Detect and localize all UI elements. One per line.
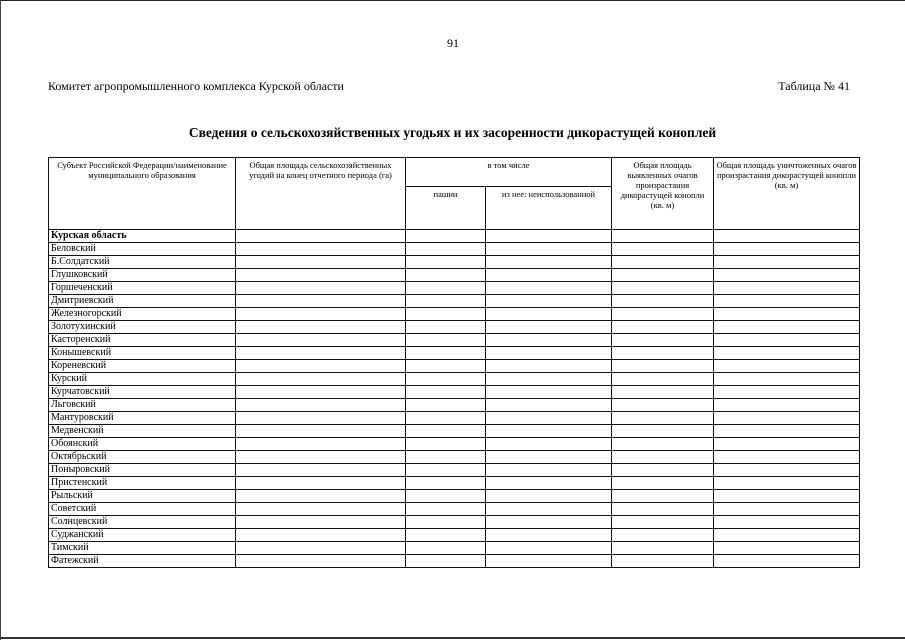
- table-row: [49, 308, 860, 321]
- value-cell: [612, 347, 714, 360]
- value-cell: [714, 360, 860, 373]
- value-cell: [612, 269, 714, 282]
- value-cell: [236, 490, 406, 503]
- value-cell: [612, 386, 714, 399]
- region-name-cell: Обоянский: [49, 438, 236, 451]
- table-row: [49, 360, 860, 373]
- table-row: [49, 282, 860, 295]
- table-row: [49, 269, 860, 282]
- region-name-cell: Мантуровский: [49, 412, 236, 425]
- value-cell: [406, 412, 486, 425]
- value-cell: [406, 555, 486, 568]
- value-cell: [714, 412, 860, 425]
- value-cell: [612, 399, 714, 412]
- table-row: [49, 412, 860, 425]
- value-cell: [486, 542, 612, 555]
- value-cell: [406, 464, 486, 477]
- table-row: [49, 334, 860, 347]
- region-name-cell: Золотухинский: [49, 321, 236, 334]
- value-cell: [236, 464, 406, 477]
- value-cell: [714, 516, 860, 529]
- value-cell: [406, 256, 486, 269]
- table-row: [49, 516, 860, 529]
- table-row: [49, 542, 860, 555]
- value-cell: [486, 282, 612, 295]
- region-name-cell: Беловский: [49, 243, 236, 256]
- value-cell: [486, 425, 612, 438]
- value-cell: [406, 373, 486, 386]
- value-cell: [486, 230, 612, 243]
- region-name-cell: Курский: [49, 373, 236, 386]
- value-cell: [486, 386, 612, 399]
- value-cell: [486, 503, 612, 516]
- region-name-cell: Курская область: [49, 230, 236, 243]
- region-name-cell: Б.Солдатский: [49, 256, 236, 269]
- value-cell: [612, 334, 714, 347]
- value-cell: [714, 451, 860, 464]
- committee-name: Комитет агропромышленного комплекса Курской области: [48, 79, 344, 93]
- col-header-subject: Субъект Российской Федерации/наименование муниципального образования: [49, 158, 236, 230]
- value-cell: [406, 308, 486, 321]
- value-cell: [612, 243, 714, 256]
- value-cell: [236, 230, 406, 243]
- value-cell: [406, 230, 486, 243]
- table-row: [49, 438, 860, 451]
- value-cell: [406, 347, 486, 360]
- value-cell: [406, 386, 486, 399]
- value-cell: [486, 373, 612, 386]
- region-name-cell: Льговский: [49, 399, 236, 412]
- document-title: Сведения о сельскохозяйственных угодьях и их засоренности дикорастущей коноплей: [188, 125, 717, 140]
- value-cell: [714, 269, 860, 282]
- region-name-cell: Рыльский: [49, 490, 236, 503]
- value-cell: [612, 373, 714, 386]
- value-cell: [236, 360, 406, 373]
- region-name-cell: Касторенский: [49, 334, 236, 347]
- value-cell: [714, 555, 860, 568]
- value-cell: [406, 542, 486, 555]
- value-cell: [612, 295, 714, 308]
- value-cell: [714, 503, 860, 516]
- value-cell: [714, 477, 860, 490]
- value-cell: [714, 256, 860, 269]
- page-border-top: [0, 0, 905, 1]
- value-cell: [406, 451, 486, 464]
- value-cell: [236, 503, 406, 516]
- value-cell: [486, 243, 612, 256]
- value-cell: [612, 230, 714, 243]
- value-cell: [236, 373, 406, 386]
- table-body: [49, 230, 860, 568]
- table-row: [49, 464, 860, 477]
- value-cell: [714, 438, 860, 451]
- region-name-cell: Фатежский: [49, 555, 236, 568]
- value-cell: [406, 503, 486, 516]
- region-name-cell: Медвенский: [49, 425, 236, 438]
- value-cell: [486, 438, 612, 451]
- value-cell: [406, 282, 486, 295]
- table-row: [49, 243, 860, 256]
- value-cell: [406, 399, 486, 412]
- value-cell: [486, 360, 612, 373]
- value-cell: [236, 256, 406, 269]
- value-cell: [612, 503, 714, 516]
- table-row: [49, 529, 860, 542]
- table-row: [49, 555, 860, 568]
- value-cell: [612, 412, 714, 425]
- value-cell: [714, 542, 860, 555]
- value-cell: [714, 308, 860, 321]
- value-cell: [612, 477, 714, 490]
- col-header-unused: из нее: неиспользованной: [486, 187, 612, 230]
- table-row: [49, 347, 860, 360]
- value-cell: [714, 464, 860, 477]
- value-cell: [236, 321, 406, 334]
- value-cell: [406, 243, 486, 256]
- value-cell: [486, 308, 612, 321]
- value-cell: [236, 269, 406, 282]
- region-name-cell: Солнцевский: [49, 516, 236, 529]
- col-header-including: в том числе: [406, 158, 612, 187]
- region-name-cell: Поныровский: [49, 464, 236, 477]
- value-cell: [714, 425, 860, 438]
- region-name-cell: Советский: [49, 503, 236, 516]
- value-cell: [236, 334, 406, 347]
- value-cell: [406, 295, 486, 308]
- value-cell: [714, 230, 860, 243]
- col-header-total-area: Общая площадь сельскохозяйственных угодий на конец отчетного периода (га): [236, 158, 406, 230]
- value-cell: [612, 516, 714, 529]
- value-cell: [612, 451, 714, 464]
- region-name-cell: Тимский: [49, 542, 236, 555]
- value-cell: [406, 334, 486, 347]
- value-cell: [236, 542, 406, 555]
- table-row: [49, 256, 860, 269]
- region-name-cell: Горшеченский: [49, 282, 236, 295]
- table-row: [49, 386, 860, 399]
- value-cell: [486, 529, 612, 542]
- page-number: 91: [447, 36, 459, 50]
- value-cell: [714, 386, 860, 399]
- value-cell: [486, 399, 612, 412]
- table-row: [49, 425, 860, 438]
- region-name-cell: Курчатовский: [49, 386, 236, 399]
- value-cell: [406, 529, 486, 542]
- value-cell: [236, 555, 406, 568]
- value-cell: [236, 412, 406, 425]
- value-cell: [486, 555, 612, 568]
- value-cell: [714, 243, 860, 256]
- value-cell: [486, 334, 612, 347]
- value-cell: [486, 321, 612, 334]
- value-cell: [714, 334, 860, 347]
- value-cell: [236, 425, 406, 438]
- value-cell: [612, 282, 714, 295]
- value-cell: [714, 399, 860, 412]
- value-cell: [714, 373, 860, 386]
- value-cell: [612, 490, 714, 503]
- value-cell: [406, 360, 486, 373]
- value-cell: [486, 477, 612, 490]
- value-cell: [714, 347, 860, 360]
- value-cell: [406, 477, 486, 490]
- value-cell: [236, 477, 406, 490]
- table-row: [49, 503, 860, 516]
- value-cell: [486, 412, 612, 425]
- value-cell: [486, 256, 612, 269]
- value-cell: [236, 516, 406, 529]
- region-name-cell: Глушковский: [49, 269, 236, 282]
- value-cell: [714, 282, 860, 295]
- table-header-row: [49, 158, 860, 187]
- value-cell: [612, 542, 714, 555]
- value-cell: [714, 529, 860, 542]
- col-header-arable: пашни: [406, 187, 486, 230]
- value-cell: [406, 516, 486, 529]
- table-number: Таблица № 41: [778, 79, 850, 93]
- region-name-cell: Пристенский: [49, 477, 236, 490]
- value-cell: [236, 282, 406, 295]
- table-row: [49, 230, 860, 243]
- value-cell: [236, 295, 406, 308]
- value-cell: [406, 321, 486, 334]
- value-cell: [612, 555, 714, 568]
- value-cell: [612, 529, 714, 542]
- value-cell: [406, 438, 486, 451]
- value-cell: [486, 347, 612, 360]
- value-cell: [714, 295, 860, 308]
- table-row: [49, 295, 860, 308]
- value-cell: [406, 490, 486, 503]
- table-row: [49, 451, 860, 464]
- value-cell: [612, 425, 714, 438]
- value-cell: [406, 269, 486, 282]
- value-cell: [236, 308, 406, 321]
- value-cell: [236, 399, 406, 412]
- value-cell: [236, 347, 406, 360]
- table-row: [49, 321, 860, 334]
- table-row: [49, 490, 860, 503]
- value-cell: [714, 490, 860, 503]
- value-cell: [612, 464, 714, 477]
- region-name-cell: Октябрьский: [49, 451, 236, 464]
- value-cell: [612, 360, 714, 373]
- value-cell: [612, 308, 714, 321]
- region-name-cell: Железногорский: [49, 308, 236, 321]
- value-cell: [486, 516, 612, 529]
- value-cell: [236, 438, 406, 451]
- value-cell: [486, 490, 612, 503]
- region-name-cell: Дмитриевский: [49, 295, 236, 308]
- land-weed-table: [48, 157, 860, 568]
- page-border-bottom: [0, 637, 905, 639]
- table-row: [49, 373, 860, 386]
- col-header-destroyed-area: Общая площадь уничтоженных очагов произрастания дикорастущей конопли (кв. м): [714, 158, 860, 230]
- region-name-cell: Кореневский: [49, 360, 236, 373]
- table-row: [49, 477, 860, 490]
- table-row: [49, 399, 860, 412]
- col-header-detected-area: Общая площадь выявленных очагов произрастания дикорастущей конопли (кв. м): [612, 158, 714, 230]
- value-cell: [486, 295, 612, 308]
- value-cell: [236, 451, 406, 464]
- value-cell: [612, 438, 714, 451]
- region-name-cell: Конышевский: [49, 347, 236, 360]
- value-cell: [714, 321, 860, 334]
- value-cell: [236, 243, 406, 256]
- value-cell: [406, 425, 486, 438]
- page-border-left: [0, 0, 1, 640]
- value-cell: [236, 529, 406, 542]
- region-name-cell: Суджанский: [49, 529, 236, 542]
- value-cell: [486, 269, 612, 282]
- value-cell: [612, 256, 714, 269]
- value-cell: [486, 451, 612, 464]
- value-cell: [236, 386, 406, 399]
- value-cell: [612, 321, 714, 334]
- value-cell: [486, 464, 612, 477]
